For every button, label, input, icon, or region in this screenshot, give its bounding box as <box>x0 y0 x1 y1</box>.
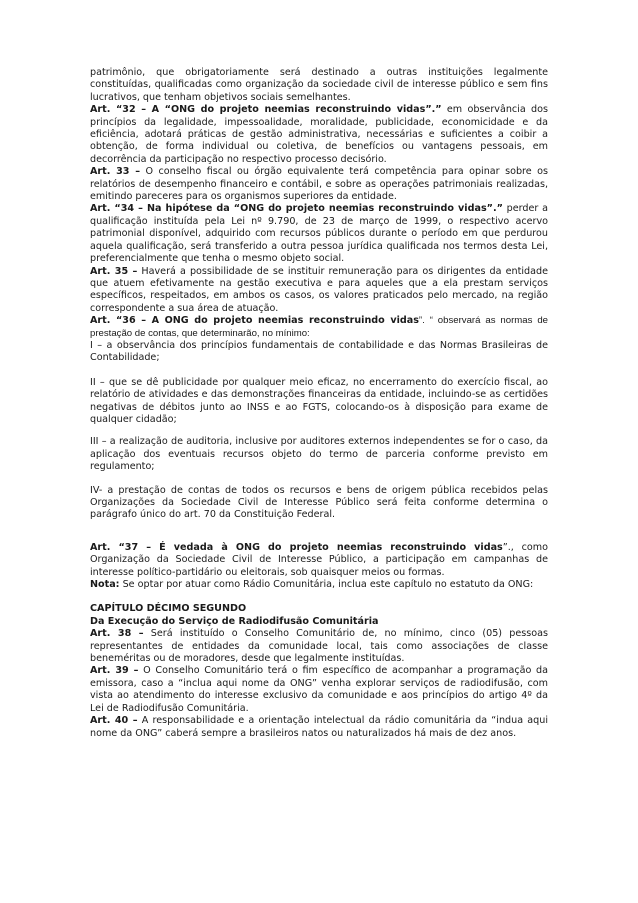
article-39 <box>90 665 548 715</box>
article-32-heading: Art. “32 – A “ONG do projeto neemias reconstruindo vidas”.” <box>90 104 442 116</box>
item-iv: IV- a prestação de contas de todos os recursos e bens de origem pública recebidos pelas Organizações da Sociedade Civil de Interesse Público será feita conforme determina o parágrafo único do art. 70 da Constituição Federal. <box>90 484 548 521</box>
article-33-text: O conselho fiscal ou órgão equivalente terá competência para opinar sobre os relatórios de desempenho financeiro e contábil, e sobre as operações patrimoniais realizadas, emitindo pareceres para os organismos superiores da entidade. <box>90 166 548 203</box>
chapter-title: CAPÍTULO DÉCIMO SEGUNDO <box>90 603 247 615</box>
paragraph-intro: patrimônio, que obrigatoriamente será destinado a outras instituições legalmente constituídas, qualificadas como organização da sociedade civil de interesse público e sem fins lucrativos, que tenham objetivos sociais semelhantes. <box>90 67 548 103</box>
article-38-heading: Art. 38 – <box>90 628 144 640</box>
nota-text: Se optar por atuar como Rádio Comunitária, inclua este capítulo no estatuto da ONG: <box>119 579 534 591</box>
article-40-text: A responsabilidade e a orientação intelectual da rádio comunitária da “indua aqui nome da ONG” caberá sempre a brasileiros natos ou naturalizados há mais de dez anos. <box>90 715 548 739</box>
article-33-heading: Art. 33 – <box>90 166 141 178</box>
chapter-subtitle: Da Execução do Serviço de Radiodifusão Comunitária <box>90 615 379 627</box>
article-33 <box>90 166 548 203</box>
article-37 <box>90 542 548 579</box>
item-iii: III – a realização de auditoria, inclusive por auditores externos independentes se for o caso, da aplicação dos eventuais recursos objeto do termo de parceria conforme previsto em regulamento; <box>90 436 548 473</box>
article-34-text: perder a qualificação instituída pela Lei nº 9.790, de 23 de março de 1999, o respectivo acervo patrimonial disponível, adquirido com recursos públicos durante o período em que perdurou aquela qualificação, será transferido a outra pessoa jurídica qualificada nos termos desta Lei, preferencialmente que tenha o mesmo objeto social. <box>90 203 548 265</box>
article-36 <box>90 315 548 340</box>
article-35 <box>90 266 548 316</box>
article-40 <box>90 715 548 740</box>
article-38 <box>90 628 548 665</box>
document-page <box>90 67 548 740</box>
article-37-heading: Art. “37 – É vedada à ONG do projeto neemias reconstruindo vidas <box>90 541 503 553</box>
article-39-heading: Art. 39 – <box>90 665 139 677</box>
article-39-text: O Conselho Comunitário terá o fim específico de acompanhar a programação da emissora, caso a “inclua aqui nome da ONG” venha explorar serviços de radiodifusão, com vista ao atendimento do interesse exclusivo da comunidade e aos princípios do artigo 4º da Lei de Radiodifusão Comunitária. <box>90 665 549 714</box>
article-38-text: Será instituído o Conselho Comunitário de, no mínimo, cinco (05) pessoas representantes de entidades da comunidade local, tais como associações de classe beneméritas ou de moradores, desde que legalmente instituídas. <box>90 628 548 665</box>
article-36-text: ”. “ observará as normas de prestação de contas, que determinarão, no mínimo: <box>90 315 548 339</box>
item-ii: II – que se dê publicidade por qualquer meio eficaz, no encerramento do exercício fiscal, ao relatório de atividades e das demonstrações financeiras da entidade, incluindo-se as certidões negativas de débitos junto ao INSS e ao FGTS, colocando-os à disposição para exame de qualquer cidadão; <box>90 376 548 425</box>
item-i: I – a observância dos princípios fundamentais de contabilidade e das Normas Brasileiras de Contabilidade; <box>90 339 548 364</box>
nota-heading: Nota: <box>90 579 120 591</box>
article-40-heading: Art. 40 – <box>90 715 138 727</box>
article-35-heading: Art. 35 – <box>90 265 138 277</box>
article-37-text: ”., como Organização da Sociedade Civil de Interesse Público, a participação em campanhas de interesse político-partidário ou eleitorais, sob quaisquer meios ou formas. <box>90 541 549 578</box>
nota <box>90 579 548 591</box>
article-35-text: Haverá a possibilidade de se instituir remuneração para os dirigentes da entidade que atuem efetivamente na gestão executiva e para aqueles que a ela prestam serviços específicos, respeitados, em ambos os casos, os valores praticados pelo mercado, na região correspondente a sua área de atuação. <box>90 265 548 314</box>
article-36-heading: Art. “36 – A ONG do projeto neemias reconstruindo vidas <box>90 315 419 327</box>
article-32 <box>90 104 548 166</box>
article-32-text: em observância dos princípios da legalidade, impessoalidade, moralidade, publicidade, economicidade e da eficiência, adotará práticas de gestão administrativa, necessárias e suficientes a coibir a obtenção, de forma individual ou coletiva, de benefícios ou vantagens pessoais, em decorrência da participação no respectivo processo decisório. <box>90 104 548 165</box>
article-34-heading: Art. “34 – Na hipótese da “ONG do projeto neemias reconstruindo vidas”.” <box>90 203 503 215</box>
article-34 <box>90 203 548 265</box>
